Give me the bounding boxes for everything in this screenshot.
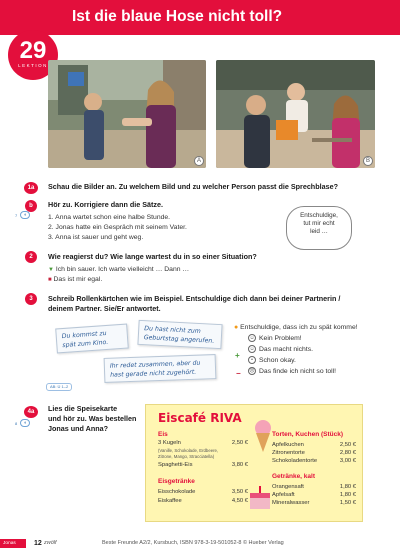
exercise-2-item-2-text: Das ist mir egal.	[53, 276, 103, 283]
role-card-3	[104, 354, 217, 383]
exercise-number-4a: 4a	[24, 406, 38, 418]
menu-price: 1,50 €	[339, 500, 356, 506]
menu-section-eis: Eis	[158, 431, 168, 438]
reply-2	[248, 345, 313, 356]
role-card-1-line-2: spät zum Kino.	[62, 338, 109, 350]
orange-dot-icon: ●	[234, 324, 239, 331]
cake-icon	[248, 483, 272, 513]
exercise-2-instruction: Wie reagierst du? Wie lange wartest du in so einer Situation?	[48, 252, 257, 261]
audio-track-number: 8	[15, 421, 18, 426]
audio-track-number: 7	[15, 213, 18, 218]
menu-title: Eiscafé RIVA	[158, 411, 242, 425]
reply-2-text: Das macht nichts.	[259, 346, 314, 353]
red-square-icon: ■	[48, 277, 52, 283]
page-title: Ist die blaue Hose nicht toll?	[72, 8, 283, 25]
exercise-2-item-1-text: Ich bin sauer. Ich warte vielleicht … Dann …	[55, 266, 190, 273]
exercise-1b-item-3: 3. Anna ist sauer und geht weg.	[48, 234, 144, 241]
menu-price: 3,00 €	[339, 458, 356, 464]
page-number-word: zwölf	[44, 540, 57, 546]
menu-item: 3 Kugeln	[158, 440, 181, 446]
role-card-2	[137, 320, 222, 349]
neutral-face-icon: •	[248, 356, 256, 364]
menu-item-note: Zitrone, Mango, Stracciatella)	[158, 454, 215, 459]
menu-price: 3,80 €	[231, 462, 248, 468]
menu-price: 1,80 €	[339, 492, 356, 498]
green-triangle-icon: ▼	[48, 267, 54, 273]
plus-icon: +	[235, 351, 240, 360]
audio-icon[interactable]: ◖	[20, 211, 30, 219]
menu-item: Orangensaft	[272, 484, 304, 490]
footer-credit: Beste Freunde A2/2, Kursbuch, ISBN 978-3-19-501052-8 © Hueber Verlag	[102, 540, 284, 546]
menu-item: Zitronentorte	[272, 450, 305, 456]
menu-item: Mineralwasser	[272, 500, 310, 506]
role-card-2-line-1: Du hast nicht zum	[144, 325, 201, 336]
exercise-1b-item-2: 2. Jonas hatte ein Gespräch mit seinem Vater.	[48, 224, 187, 231]
role-card-3-line-2: hast gerade nicht zugehört.	[110, 368, 197, 379]
role-card-3-line-1: Ihr redet zusammen, aber du	[109, 359, 201, 370]
footer-tab: Jonas	[0, 539, 26, 548]
exercise-1b-item-1: 1. Anna wartet schon eine halbe Stunde.	[48, 214, 171, 221]
exercise-2-item-1	[48, 265, 189, 275]
menu-item: Eiskaffee	[158, 498, 182, 504]
sad-face-icon: ☹	[249, 368, 255, 375]
menu-price: 2,50 €	[231, 440, 248, 446]
exercise-1b-instruction: Hör zu. Korrigiere dann die Sätze.	[48, 200, 164, 209]
ice-cream-icon	[252, 419, 274, 453]
lesson-number: 29	[19, 37, 47, 64]
menu-section-torten: Torten, Kuchen (Stück)	[272, 431, 344, 438]
photo-b	[216, 60, 375, 168]
menu-price: 2,80 €	[339, 450, 356, 456]
minus-icon: −	[236, 369, 241, 378]
exercise-1a-instruction: Schau die Bilder an. Zu welchem Bild und zu welcher Person passt die Sprechblase?	[48, 182, 338, 191]
photo-b-label: B	[363, 156, 373, 166]
menu-item-note: (Vanille, Schokolade, Erdbeere,	[158, 448, 219, 453]
exercise-number-1b: b	[25, 200, 37, 212]
photo-a	[48, 60, 206, 168]
exercise-4a-instruction-line-3: Jonas und Anna?	[48, 424, 109, 433]
smile-face-icon: ☺	[249, 346, 255, 353]
menu-item: Spaghetti-Eis	[158, 462, 193, 468]
photo-a-label: A	[194, 156, 204, 166]
menu-price: 2,50 €	[339, 442, 356, 448]
lesson-label: LEKTION	[18, 63, 48, 68]
reply-1	[248, 334, 302, 345]
ice-cafe-menu	[145, 404, 363, 522]
reply-3-text: Schon okay.	[259, 357, 296, 364]
workbook-reference: AB: Ü 1–2	[46, 383, 72, 391]
exercise-number-2: 2	[25, 251, 37, 263]
bubble-line-3: leid …	[310, 228, 328, 235]
reply-4	[248, 367, 336, 378]
smile-face-icon: ☺	[249, 335, 255, 342]
speech-bubble	[286, 206, 352, 250]
menu-section-eisgetraenke: Eisgetränke	[158, 478, 195, 485]
reply-1-text: Kein Problem!	[259, 335, 302, 342]
menu-item: Eisschokolade	[158, 489, 196, 495]
menu-price: 4,50 €	[231, 498, 248, 504]
page-number: 12	[34, 540, 42, 547]
role-card-2-line-2: Geburtstag angerufen.	[143, 334, 215, 345]
menu-item: Schokoladentorte	[272, 458, 318, 464]
bubble-line-2: tut mir echt	[303, 220, 335, 227]
reply-3	[248, 356, 296, 367]
exercise-4a-instruction-line-2: und hör zu. Was bestellen	[48, 414, 137, 423]
menu-section-getraenke: Getränke, kalt	[272, 473, 315, 480]
role-card-1-line-1: Du kommst zu	[61, 329, 107, 341]
menu-price: 3,50 €	[231, 489, 248, 495]
menu-item: Apfelsaft	[272, 492, 295, 498]
role-card-1	[55, 324, 129, 354]
audio-icon[interactable]: ◖	[20, 419, 30, 427]
exercise-3-instruction-line-2: deinem Partner. Sie/Er antwortet.	[48, 304, 161, 313]
exercise-2-item-2	[48, 275, 102, 285]
apology-text: Entschuldige, dass ich zu spät komme!	[240, 324, 358, 331]
reply-4-text: Das finde ich nicht so toll!	[259, 368, 337, 375]
exercise-number-3: 3	[25, 293, 37, 305]
exercise-4a-instruction-line-1: Lies die Speisekarte	[48, 404, 118, 413]
menu-item: Apfelkuchen	[272, 442, 304, 448]
menu-price: 1,80 €	[339, 484, 356, 490]
apology-line	[234, 323, 358, 334]
bubble-line-1: Entschuldige,	[300, 212, 338, 219]
exercise-number-1a: 1a	[24, 182, 38, 194]
exercise-3-instruction-line-1: Schreib Rollenkärtchen wie im Beispiel. Entschuldige dich dann bei deiner Partnerin /	[48, 294, 341, 303]
header-bar	[0, 0, 400, 35]
